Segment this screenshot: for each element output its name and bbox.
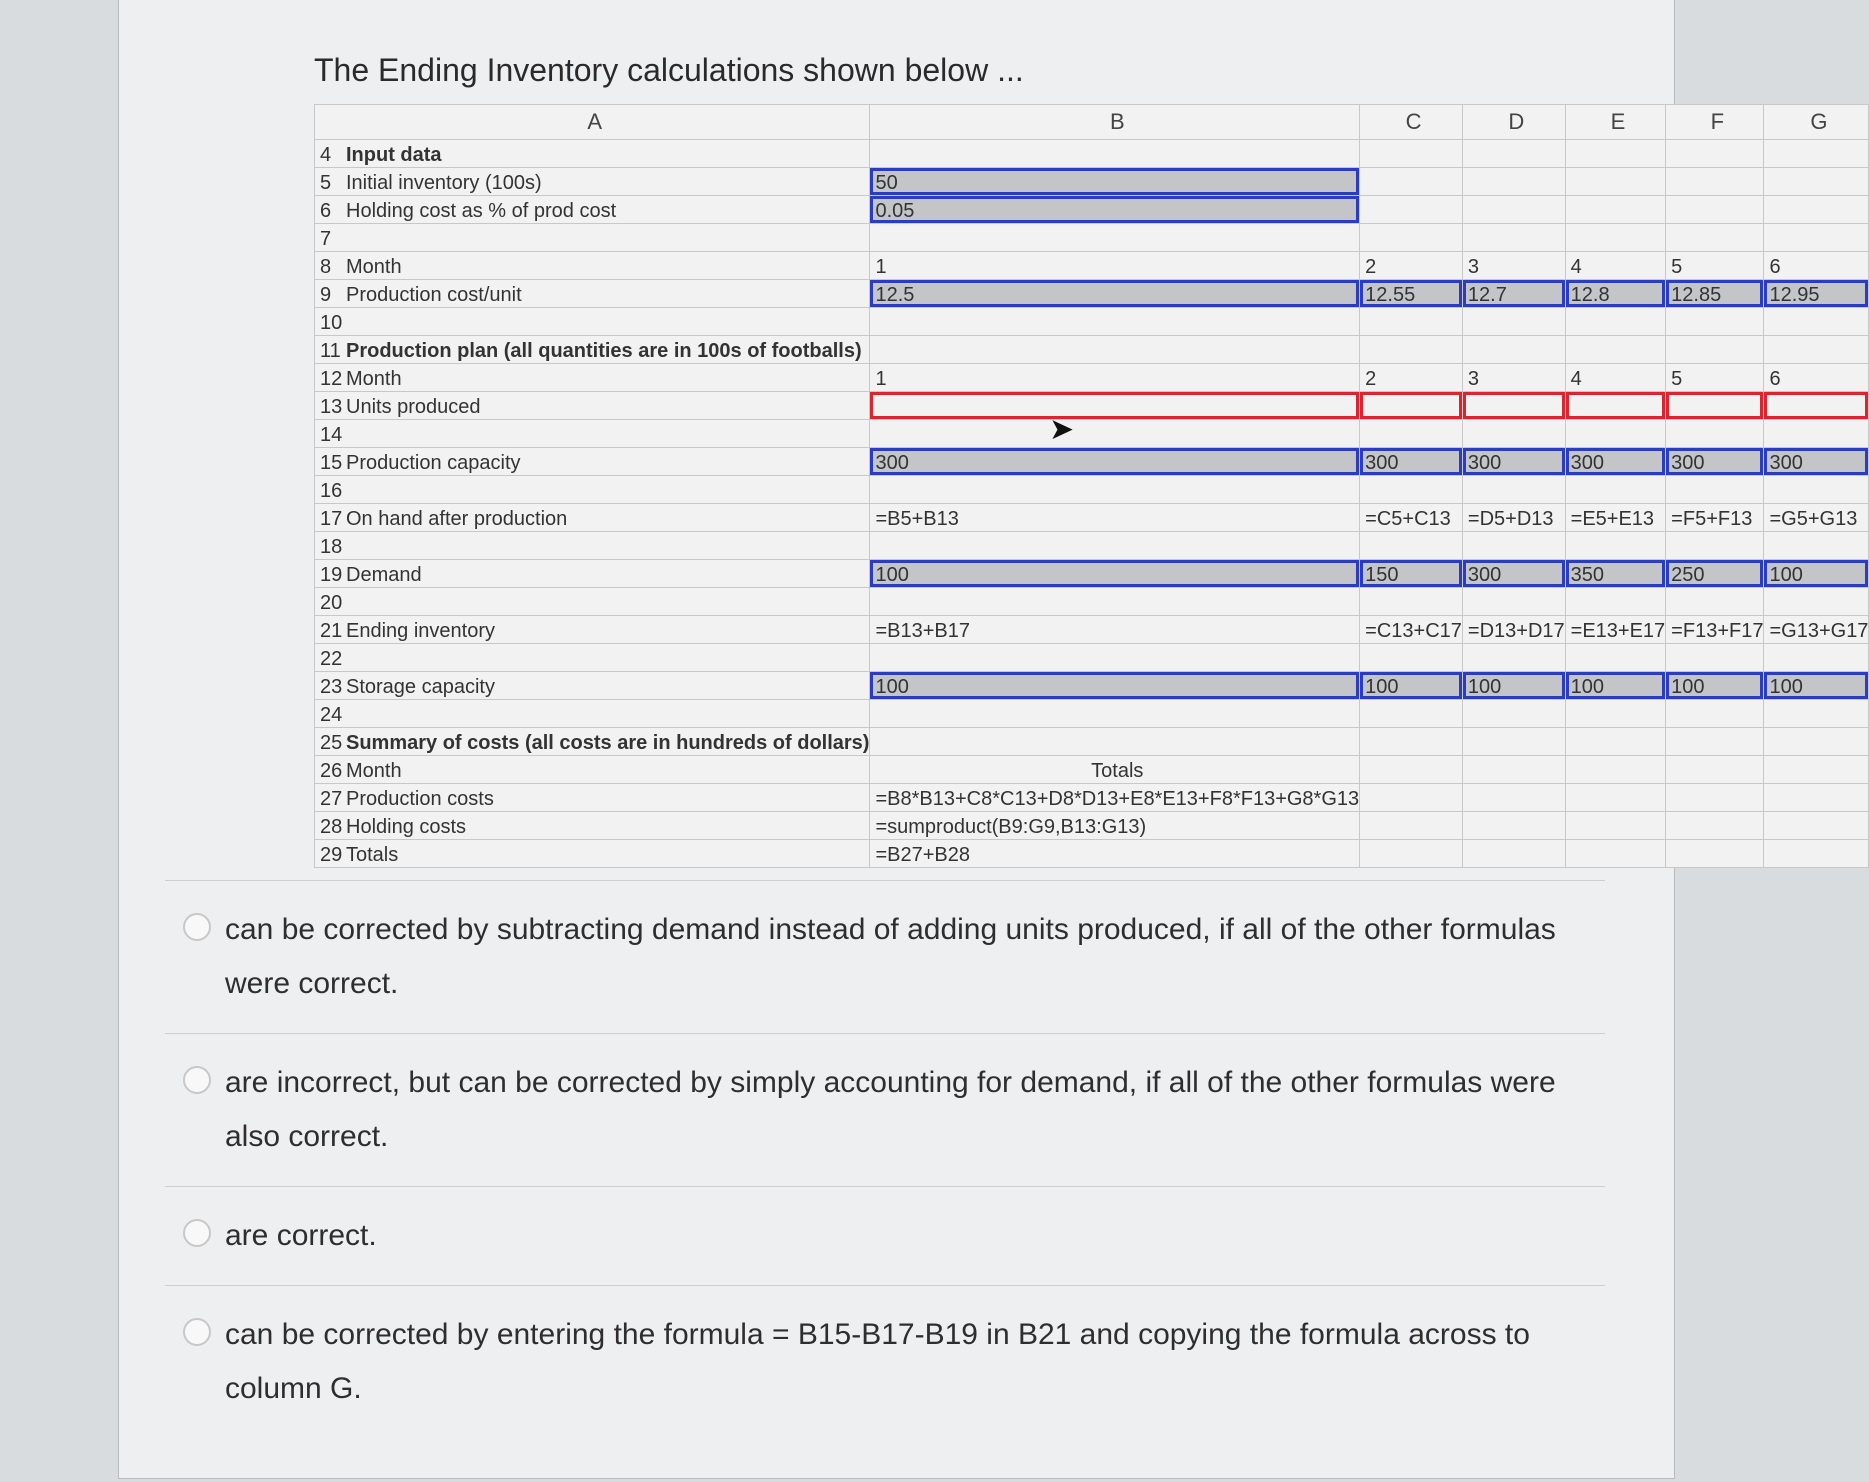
table-row <box>315 392 1869 420</box>
row-label: Production costs <box>346 788 494 810</box>
table-row <box>315 616 1869 644</box>
row-label-cell <box>315 308 870 336</box>
sheet-cell[interactable]: =F13+F17 <box>1666 616 1764 644</box>
sheet-cell[interactable]: 6 <box>1764 252 1869 280</box>
sheet-cell[interactable] <box>1360 308 1463 336</box>
sheet-cell[interactable] <box>1462 224 1565 252</box>
row-label-cell <box>315 392 870 420</box>
radio-button-icon[interactable] <box>183 1219 211 1247</box>
row-label-cell <box>315 812 870 840</box>
sheet-cell[interactable] <box>1666 336 1764 364</box>
sheet-cell[interactable] <box>1764 392 1869 420</box>
sheet-cell[interactable] <box>1565 756 1666 784</box>
radio-button-icon[interactable] <box>183 1318 211 1346</box>
sheet-cell[interactable] <box>1666 784 1764 812</box>
row-number: 7 <box>320 228 332 250</box>
sheet-cell[interactable]: 100 <box>1565 672 1666 700</box>
table-row <box>315 756 1869 784</box>
row-label-cell <box>315 196 870 224</box>
option-2[interactable] <box>165 1033 1605 1186</box>
row-label: Demand <box>346 564 422 586</box>
sheet-cell[interactable]: 12.85 <box>1666 280 1764 308</box>
sheet-cell[interactable]: 3 <box>1462 252 1565 280</box>
row-number: 28 <box>320 816 343 838</box>
sheet-cell[interactable] <box>1462 392 1565 420</box>
row-label: Month <box>346 760 402 782</box>
sheet-cell[interactable]: 12.95 <box>1764 280 1869 308</box>
sheet-cell[interactable] <box>1360 168 1463 196</box>
sheet-cell[interactable] <box>1666 420 1764 448</box>
row-number: 19 <box>320 564 343 586</box>
table-row <box>315 672 1869 700</box>
sheet-cell[interactable] <box>1462 644 1565 672</box>
row-number: 22 <box>320 648 343 670</box>
row-label-cell <box>315 476 870 504</box>
sheet-cell[interactable]: =E13+E17 <box>1565 616 1666 644</box>
sheet-cell[interactable]: 250 <box>1666 560 1764 588</box>
column-header: C <box>1360 105 1463 140</box>
sheet-cell[interactable]: 4 <box>1565 364 1666 392</box>
mouse-cursor-icon: ➤ <box>1049 413 1075 446</box>
row-number: 5 <box>320 172 332 194</box>
sheet-cell[interactable] <box>1764 168 1869 196</box>
sheet-cell[interactable] <box>1360 532 1463 560</box>
sheet-cell[interactable] <box>1764 784 1869 812</box>
sheet-cell[interactable] <box>870 476 1360 504</box>
option-3[interactable] <box>165 1186 1605 1285</box>
table-row <box>315 476 1869 504</box>
sheet-cell[interactable]: 350 <box>1565 560 1666 588</box>
sheet-cell[interactable]: =G13+G17 <box>1764 616 1869 644</box>
row-label: Summary of costs (all costs are in hundreds of dollars) <box>346 732 870 754</box>
sheet-cell[interactable]: =C5+C13 <box>1360 504 1463 532</box>
table-row <box>315 140 1869 168</box>
sheet-cell[interactable] <box>1764 812 1869 840</box>
sheet-cell[interactable]: 12.5 <box>870 280 1360 308</box>
row-number: 25 <box>320 732 343 754</box>
sheet-cell[interactable] <box>1462 420 1565 448</box>
sheet-cell[interactable] <box>1462 784 1565 812</box>
row-label: On hand after production <box>346 508 568 530</box>
row-label-cell <box>315 252 870 280</box>
sheet-cell[interactable] <box>870 588 1360 616</box>
sheet-cell[interactable] <box>1565 588 1666 616</box>
sheet-cell[interactable] <box>1764 140 1869 168</box>
sheet-cell[interactable] <box>1360 420 1463 448</box>
sheet-cell[interactable] <box>1565 196 1666 224</box>
table-row <box>315 420 1869 448</box>
row-label: Production plan (all quantities are in 100s of footballs) <box>346 340 862 362</box>
table-row <box>315 812 1869 840</box>
sheet-cell[interactable]: =D13+D17 <box>1462 616 1565 644</box>
column-header-row <box>315 105 1869 140</box>
sheet-cell[interactable] <box>1764 308 1869 336</box>
sheet-cell[interactable] <box>1360 476 1463 504</box>
row-label: Initial inventory (100s) <box>346 172 542 194</box>
column-header: F <box>1666 105 1764 140</box>
sheet-cell[interactable]: 5 <box>1666 252 1764 280</box>
sheet-cell[interactable] <box>1360 840 1463 868</box>
sheet-cell[interactable] <box>1666 224 1764 252</box>
row-label-cell <box>315 420 870 448</box>
sheet-cell[interactable]: =B5+B13 <box>870 504 1360 532</box>
table-row <box>315 364 1869 392</box>
sheet-cell[interactable]: 100 <box>870 560 1360 588</box>
sheet-cell[interactable]: =F5+F13 <box>1666 504 1764 532</box>
sheet-cell[interactable] <box>870 308 1360 336</box>
table-row <box>315 560 1869 588</box>
row-label: Month <box>346 368 402 390</box>
sheet-cell[interactable] <box>1462 196 1565 224</box>
radio-button-icon[interactable] <box>183 1066 211 1094</box>
sheet-cell[interactable] <box>1565 168 1666 196</box>
sheet-cell[interactable]: 4 <box>1565 252 1666 280</box>
sheet-cell[interactable] <box>1666 308 1764 336</box>
row-label: Holding costs <box>346 816 467 838</box>
sheet-cell[interactable] <box>870 336 1360 364</box>
sheet-cell[interactable] <box>1462 140 1565 168</box>
sheet-cell[interactable] <box>1360 700 1463 728</box>
sheet-cell[interactable] <box>870 700 1360 728</box>
sheet-cell[interactable] <box>1565 784 1666 812</box>
sheet-cell[interactable] <box>870 644 1360 672</box>
sheet-cell[interactable] <box>1462 756 1565 784</box>
row-number: 23 <box>320 676 343 698</box>
sheet-cell[interactable] <box>1666 644 1764 672</box>
sheet-cell[interactable] <box>1764 224 1869 252</box>
question-title: The Ending Inventory calculations shown below ... <box>314 52 1024 88</box>
row-number: 27 <box>320 788 343 810</box>
row-label: Storage capacity <box>346 676 495 698</box>
sheet-cell[interactable]: 12.8 <box>1565 280 1666 308</box>
sheet-cell[interactable] <box>1462 476 1565 504</box>
sheet-cell[interactable]: 100 <box>870 672 1360 700</box>
row-number: 17 <box>320 508 343 530</box>
row-number: 4 <box>320 144 332 166</box>
table-row <box>315 196 1869 224</box>
sheet-cell[interactable]: =E5+E13 <box>1565 504 1666 532</box>
row-label-cell <box>315 840 870 868</box>
sheet-cell[interactable]: 300 <box>1462 560 1565 588</box>
table-row <box>315 308 1869 336</box>
sheet-cell[interactable] <box>870 728 1360 756</box>
sheet-cell[interactable] <box>1565 308 1666 336</box>
row-number: 10 <box>320 312 343 334</box>
row-label-cell <box>315 504 870 532</box>
sheet-cell[interactable] <box>1462 532 1565 560</box>
sheet-cell[interactable] <box>1565 812 1666 840</box>
sheet-cell[interactable] <box>1666 196 1764 224</box>
sheet-cell[interactable] <box>870 392 1360 420</box>
row-number: 11 <box>320 340 341 362</box>
sheet-cell[interactable] <box>1360 336 1463 364</box>
row-label-cell <box>315 616 870 644</box>
sheet-cell[interactable] <box>1666 728 1764 756</box>
sheet-cell[interactable]: =G5+G13 <box>1764 504 1869 532</box>
sheet-cell[interactable] <box>1360 224 1463 252</box>
row-number: 12 <box>320 368 343 390</box>
row-label: Ending inventory <box>346 620 495 642</box>
sheet-cell[interactable]: 100 <box>1462 672 1565 700</box>
sheet-cell[interactable] <box>1360 140 1463 168</box>
row-number: 16 <box>320 480 343 502</box>
table-row <box>315 532 1869 560</box>
sheet-cell[interactable] <box>1565 392 1666 420</box>
row-number: 15 <box>320 452 343 474</box>
sheet-cell[interactable]: 300 <box>870 448 1360 476</box>
row-label-cell <box>315 224 870 252</box>
sheet-cell[interactable] <box>1462 336 1565 364</box>
sheet-cell[interactable]: 300 <box>1462 448 1565 476</box>
row-label-cell <box>315 280 870 308</box>
sheet-cell[interactable] <box>1666 476 1764 504</box>
sheet-cell[interactable] <box>1565 700 1666 728</box>
row-label-cell <box>315 672 870 700</box>
row-number: 20 <box>320 592 343 614</box>
row-number: 13 <box>320 396 343 418</box>
sheet-cell[interactable] <box>1462 168 1565 196</box>
table-row <box>315 336 1869 364</box>
sheet-cell[interactable] <box>1565 140 1666 168</box>
table-row <box>315 224 1869 252</box>
sheet-cell[interactable] <box>870 532 1360 560</box>
row-number: 21 <box>320 620 343 642</box>
table-row <box>315 588 1869 616</box>
spreadsheet-grid <box>314 104 1869 868</box>
sheet-cell[interactable]: 100 <box>1764 560 1869 588</box>
row-label-cell <box>315 336 870 364</box>
sheet-cell[interactable] <box>1666 812 1764 840</box>
sheet-cell[interactable] <box>870 420 1360 448</box>
sheet-cell[interactable]: =sumproduct(B9:G9,B13:G13) <box>870 812 1360 840</box>
sheet-cell[interactable] <box>1764 476 1869 504</box>
sheet-cell[interactable]: 2 <box>1360 252 1463 280</box>
sheet-cell[interactable]: 2 <box>1360 364 1463 392</box>
sheet-cell[interactable]: 1 <box>870 252 1360 280</box>
row-label-cell <box>315 364 870 392</box>
sheet-cell[interactable]: 100 <box>1764 672 1869 700</box>
sheet-cell[interactable]: 12.7 <box>1462 280 1565 308</box>
sheet-cell[interactable]: 300 <box>1565 448 1666 476</box>
sheet-cell[interactable] <box>870 224 1360 252</box>
sheet-cell[interactable] <box>1764 196 1869 224</box>
sheet-cell[interactable] <box>1764 420 1869 448</box>
sheet-cell[interactable]: 300 <box>1764 448 1869 476</box>
sheet-cell[interactable]: Totals <box>870 756 1360 784</box>
sheet-cell[interactable] <box>1666 392 1764 420</box>
row-label: Input data <box>346 144 442 166</box>
sheet-cell[interactable] <box>1565 532 1666 560</box>
sheet-cell[interactable]: 100 <box>1360 672 1463 700</box>
row-number: 18 <box>320 536 343 558</box>
sheet-cell[interactable]: =B13+B17 <box>870 616 1360 644</box>
sheet-cell[interactable] <box>1462 812 1565 840</box>
row-number: 29 <box>320 844 343 866</box>
row-label: Production capacity <box>346 452 521 474</box>
sheet-cell[interactable] <box>1666 700 1764 728</box>
row-number: 6 <box>320 200 332 222</box>
sheet-cell[interactable] <box>1462 728 1565 756</box>
row-label-cell <box>315 532 870 560</box>
sheet-cell[interactable] <box>1360 644 1463 672</box>
row-label-cell <box>315 756 870 784</box>
table-row <box>315 784 1869 812</box>
row-number: 26 <box>320 760 343 782</box>
table-row <box>315 728 1869 756</box>
row-label: Holding cost as % of prod cost <box>346 200 617 222</box>
sheet-cell[interactable]: 50 <box>870 168 1360 196</box>
option-text: are correct. <box>225 1219 377 1252</box>
sheet-cell[interactable] <box>1565 336 1666 364</box>
sheet-cell[interactable] <box>1764 728 1869 756</box>
sheet-cell[interactable] <box>1462 308 1565 336</box>
sheet-cell[interactable] <box>1764 840 1869 868</box>
row-number: 9 <box>320 284 332 306</box>
sheet-cell[interactable] <box>1666 532 1764 560</box>
column-header: E <box>1565 105 1666 140</box>
row-label: Units produced <box>346 396 481 418</box>
option-4[interactable] <box>165 1285 1605 1438</box>
option-1[interactable] <box>165 880 1605 1033</box>
row-label-cell <box>315 588 870 616</box>
table-row <box>315 504 1869 532</box>
sheet-cell[interactable] <box>1462 700 1565 728</box>
sheet-cell[interactable]: 1 <box>870 364 1360 392</box>
sheet-cell[interactable] <box>1360 196 1463 224</box>
row-label: Totals <box>346 844 399 866</box>
sheet-cell[interactable] <box>1462 840 1565 868</box>
row-label-cell <box>315 728 870 756</box>
sheet-cell[interactable]: 3 <box>1462 364 1565 392</box>
row-number: 14 <box>320 424 343 446</box>
row-label-cell <box>315 784 870 812</box>
row-label-cell <box>315 560 870 588</box>
column-header: G <box>1764 105 1869 140</box>
row-label-cell <box>315 168 870 196</box>
sheet-cell[interactable] <box>1764 588 1869 616</box>
sheet-cell[interactable] <box>1764 756 1869 784</box>
table-row <box>315 448 1869 476</box>
sheet-cell[interactable] <box>1666 756 1764 784</box>
sheet-cell[interactable] <box>1360 392 1463 420</box>
row-label: Production cost/unit <box>346 284 522 306</box>
column-header: D <box>1462 105 1565 140</box>
row-number: 8 <box>320 256 332 278</box>
sheet-cell[interactable] <box>1360 728 1463 756</box>
answer-options <box>165 880 1605 1438</box>
column-header: A <box>315 105 870 140</box>
table-row <box>315 252 1869 280</box>
sheet-cell[interactable]: 12.55 <box>1360 280 1463 308</box>
sheet-cell[interactable] <box>1462 588 1565 616</box>
sheet-cell[interactable] <box>1666 168 1764 196</box>
sheet-cell[interactable] <box>870 140 1360 168</box>
sheet-cell[interactable]: =B8*B13+C8*C13+D8*D13+E8*E13+F8*F13+G8*G13 <box>870 784 1360 812</box>
option-text: can be corrected by subtracting demand instead of adding units produced, if all of the other formulas were correct. <box>225 913 1556 1000</box>
option-text: can be corrected by entering the formula = B15-B17-B19 in B21 and copying the formula across to column G. <box>225 1318 1530 1405</box>
sheet-cell[interactable] <box>1764 532 1869 560</box>
sheet-cell[interactable] <box>1666 588 1764 616</box>
sheet-cell[interactable]: =D5+D13 <box>1462 504 1565 532</box>
row-label: Month <box>346 256 402 278</box>
sheet-cell[interactable] <box>1360 756 1463 784</box>
row-number: 24 <box>320 704 343 726</box>
sheet-cell[interactable] <box>1666 140 1764 168</box>
sheet-cell[interactable]: 100 <box>1666 672 1764 700</box>
row-label-cell <box>315 448 870 476</box>
sheet-cell[interactable] <box>1764 644 1869 672</box>
table-row <box>315 168 1869 196</box>
sheet-cell[interactable] <box>1565 420 1666 448</box>
option-text: are incorrect, but can be corrected by simply accounting for demand, if all of the other formulas were also correct. <box>225 1066 1556 1153</box>
sheet-cell[interactable]: =B27+B28 <box>870 840 1360 868</box>
table-row <box>315 840 1869 868</box>
sheet-cell[interactable]: 5 <box>1666 364 1764 392</box>
sheet-cell[interactable] <box>1360 784 1463 812</box>
sheet-cell[interactable] <box>1565 728 1666 756</box>
sheet-cell[interactable]: 300 <box>1666 448 1764 476</box>
sheet-cell[interactable] <box>1565 224 1666 252</box>
sheet-cell[interactable] <box>1764 336 1869 364</box>
table-row <box>315 644 1869 672</box>
sheet-cell[interactable] <box>1764 700 1869 728</box>
row-label-cell <box>315 140 870 168</box>
table-row <box>315 280 1869 308</box>
table-row <box>315 700 1869 728</box>
sheet-cell[interactable] <box>1360 588 1463 616</box>
sheet-cell[interactable]: 6 <box>1764 364 1869 392</box>
sheet-cell[interactable] <box>1666 840 1764 868</box>
sheet-cell[interactable] <box>1565 476 1666 504</box>
sheet-cell[interactable]: =C13+C17 <box>1360 616 1463 644</box>
sheet-cell[interactable] <box>1565 644 1666 672</box>
sheet-cell[interactable] <box>1360 812 1463 840</box>
sheet-cell[interactable]: 150 <box>1360 560 1463 588</box>
column-header: B <box>870 105 1360 140</box>
sheet-cell[interactable]: 300 <box>1360 448 1463 476</box>
row-label-cell <box>315 700 870 728</box>
row-label-cell <box>315 644 870 672</box>
sheet-cell[interactable]: 0.05 <box>870 196 1360 224</box>
radio-button-icon[interactable] <box>183 913 211 941</box>
sheet-cell[interactable] <box>1565 840 1666 868</box>
